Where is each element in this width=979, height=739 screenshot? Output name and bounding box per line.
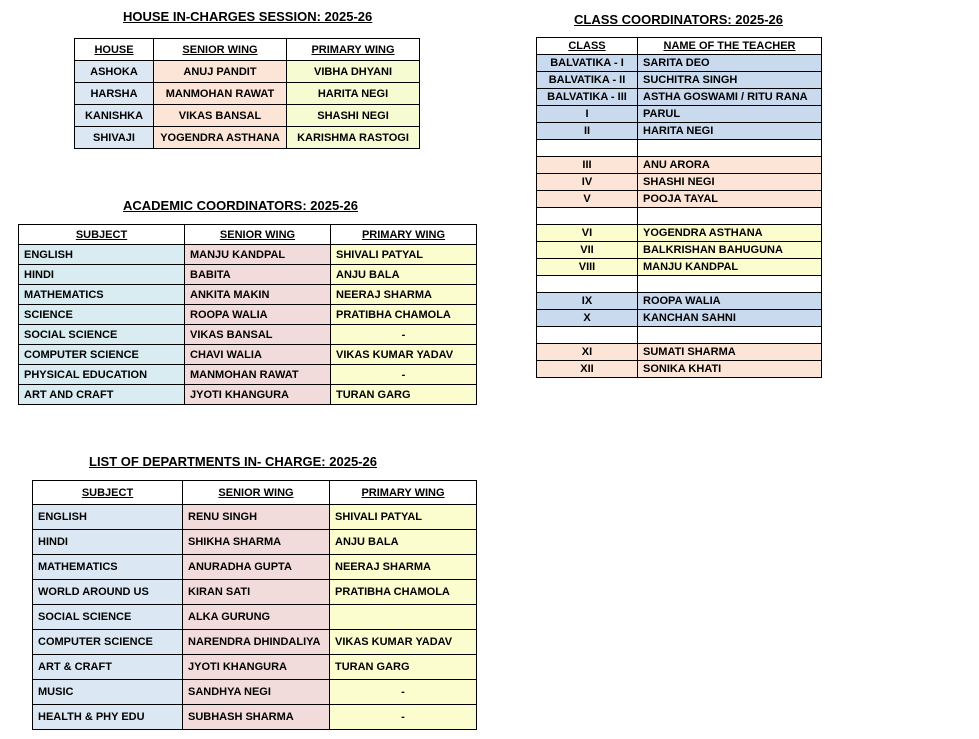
class-cell <box>537 208 638 225</box>
class-cell: BALVATIKA - I <box>537 55 638 72</box>
spacer-row <box>537 208 822 225</box>
teacher-cell: POOJA TAYAL <box>638 191 822 208</box>
senior-wing-cell: MANMOHAN RAWAT <box>154 83 287 105</box>
class-cell: XI <box>537 344 638 361</box>
teacher-cell: YOGENDRA ASTHANA <box>638 225 822 242</box>
table-header-row <box>537 38 822 55</box>
senior-wing-cell: MANJU KANDPAL <box>185 245 331 265</box>
senior-wing-cell: RENU SINGH <box>183 505 330 530</box>
table-row <box>537 89 822 106</box>
column-header: PRIMARY WING <box>330 481 477 505</box>
teacher-cell: ASTHA GOSWAMI / RITU RANA <box>638 89 822 106</box>
column-header: HOUSE <box>75 39 154 61</box>
table-row <box>33 555 477 580</box>
house-name: ASHOKA <box>75 61 154 83</box>
table-row <box>537 174 822 191</box>
table-row <box>537 293 822 310</box>
table-row <box>33 630 477 655</box>
subject-cell: MUSIC <box>33 680 183 705</box>
primary-wing-cell: PRATIBHA CHAMOLA <box>330 580 477 605</box>
primary-wing-cell: SHASHI NEGI <box>287 105 420 127</box>
house-title: HOUSE IN-CHARGES SESSION: 2025-26 <box>123 9 373 24</box>
senior-wing-cell: YOGENDRA ASTHANA <box>154 127 287 149</box>
classes-title: CLASS COORDINATORS: 2025-26 <box>574 12 784 27</box>
table-row <box>537 106 822 123</box>
table-row <box>19 265 477 285</box>
class-cell <box>537 276 638 293</box>
subject-cell: ART AND CRAFT <box>19 385 185 405</box>
class-cell <box>537 140 638 157</box>
table-row <box>33 580 477 605</box>
table-header-row <box>33 481 477 505</box>
teacher-cell: ROOPA WALIA <box>638 293 822 310</box>
subject-cell: ENGLISH <box>33 505 183 530</box>
senior-wing-cell: CHAVI WALIA <box>185 345 331 365</box>
subject-cell: WORLD AROUND US <box>33 580 183 605</box>
subject-cell: SOCIAL SCIENCE <box>33 605 183 630</box>
primary-wing-cell: NEERAJ SHARMA <box>331 285 477 305</box>
class-cell: IX <box>537 293 638 310</box>
subject-cell: HINDI <box>33 530 183 555</box>
departments-title: LIST OF DEPARTMENTS IN- CHARGE: 2025-26 <box>89 454 377 469</box>
senior-wing-cell: SANDHYA NEGI <box>183 680 330 705</box>
column-header: SENIOR WING <box>185 225 331 245</box>
teacher-cell: MANJU KANDPAL <box>638 259 822 276</box>
academic-title: ACADEMIC COORDINATORS: 2025-26 <box>123 198 359 213</box>
table-header-row <box>19 225 477 245</box>
classes-table <box>536 37 822 378</box>
subject-cell: MATHEMATICS <box>33 555 183 580</box>
table-row <box>33 705 477 730</box>
teacher-cell <box>638 208 822 225</box>
table-row <box>19 245 477 265</box>
senior-wing-cell: BABITA <box>185 265 331 285</box>
primary-wing-cell: ANJU BALA <box>330 530 477 555</box>
primary-wing-cell: PRATIBHA CHAMOLA <box>331 305 477 325</box>
primary-wing-cell: - <box>330 705 477 730</box>
table-row <box>19 285 477 305</box>
column-header: SUBJECT <box>19 225 185 245</box>
senior-wing-cell: SHIKHA SHARMA <box>183 530 330 555</box>
table-row <box>537 191 822 208</box>
table-row <box>75 83 420 105</box>
primary-wing-cell: VIBHA DHYANI <box>287 61 420 83</box>
table-row <box>537 259 822 276</box>
senior-wing-cell: VIKAS BANSAL <box>185 325 331 345</box>
senior-wing-cell: ROOPA WALIA <box>185 305 331 325</box>
subject-cell: HINDI <box>19 265 185 285</box>
teacher-cell: BALKRISHAN BAHUGUNA <box>638 242 822 259</box>
primary-wing-cell: ANJU BALA <box>331 265 477 285</box>
subject-cell: SCIENCE <box>19 305 185 325</box>
class-cell: XII <box>537 361 638 378</box>
primary-wing-cell: - <box>331 325 477 345</box>
table-row <box>19 325 477 345</box>
column-header: SENIOR WING <box>183 481 330 505</box>
class-cell: VIII <box>537 259 638 276</box>
senior-wing-cell: SUBHASH SHARMA <box>183 705 330 730</box>
column-header: SENIOR WING <box>154 39 287 61</box>
primary-wing-cell <box>330 605 477 630</box>
subject-cell: ENGLISH <box>19 245 185 265</box>
subject-cell: ART & CRAFT <box>33 655 183 680</box>
class-cell: II <box>537 123 638 140</box>
subject-cell: PHYSICAL EDUCATION <box>19 365 185 385</box>
primary-wing-cell: SHIVALI PATYAL <box>330 505 477 530</box>
table-row <box>537 344 822 361</box>
table-row <box>537 72 822 89</box>
primary-wing-cell: SHIVALI PATYAL <box>331 245 477 265</box>
class-cell: IV <box>537 174 638 191</box>
class-cell: V <box>537 191 638 208</box>
senior-wing-cell: JYOTI KHANGURA <box>183 655 330 680</box>
subject-cell: COMPUTER SCIENCE <box>33 630 183 655</box>
primary-wing-cell: - <box>331 365 477 385</box>
subject-cell: MATHEMATICS <box>19 285 185 305</box>
teacher-cell: SHASHI NEGI <box>638 174 822 191</box>
table-row <box>19 305 477 325</box>
primary-wing-cell: TURAN GARG <box>330 655 477 680</box>
column-header: PRIMARY WING <box>331 225 477 245</box>
teacher-cell <box>638 276 822 293</box>
primary-wing-cell: KARISHMA RASTOGI <box>287 127 420 149</box>
teacher-cell: SONIKA KHATI <box>638 361 822 378</box>
senior-wing-cell: KIRAN SATI <box>183 580 330 605</box>
teacher-cell: SUCHITRA SINGH <box>638 72 822 89</box>
primary-wing-cell: TURAN GARG <box>331 385 477 405</box>
subject-cell: SOCIAL SCIENCE <box>19 325 185 345</box>
teacher-cell: PARUL <box>638 106 822 123</box>
table-row <box>75 61 420 83</box>
table-row <box>75 127 420 149</box>
class-cell: BALVATIKA - III <box>537 89 638 106</box>
primary-wing-cell: - <box>330 680 477 705</box>
teacher-cell: SARITA DEO <box>638 55 822 72</box>
table-row <box>537 123 822 140</box>
table-row <box>75 105 420 127</box>
subject-cell: COMPUTER SCIENCE <box>19 345 185 365</box>
table-row <box>19 345 477 365</box>
senior-wing-cell: ALKA GURUNG <box>183 605 330 630</box>
senior-wing-cell: VIKAS BANSAL <box>154 105 287 127</box>
senior-wing-cell: NARENDRA DHINDALIYA <box>183 630 330 655</box>
senior-wing-cell: MANMOHAN RAWAT <box>185 365 331 385</box>
spacer-row <box>537 327 822 344</box>
table-row <box>537 157 822 174</box>
subject-cell: HEALTH & PHY EDU <box>33 705 183 730</box>
spacer-row <box>537 276 822 293</box>
house-name: SHIVAJI <box>75 127 154 149</box>
table-row <box>537 225 822 242</box>
column-header: CLASS <box>537 38 638 55</box>
senior-wing-cell: ANKITA MAKIN <box>185 285 331 305</box>
table-row <box>33 655 477 680</box>
house-name: KANISHKA <box>75 105 154 127</box>
column-header: PRIMARY WING <box>287 39 420 61</box>
class-cell: VII <box>537 242 638 259</box>
class-cell: III <box>537 157 638 174</box>
table-header-row <box>75 39 420 61</box>
senior-wing-cell: ANUJ PANDIT <box>154 61 287 83</box>
teacher-cell <box>638 140 822 157</box>
senior-wing-cell: JYOTI KHANGURA <box>185 385 331 405</box>
primary-wing-cell: NEERAJ SHARMA <box>330 555 477 580</box>
table-row <box>537 361 822 378</box>
house-name: HARSHA <box>75 83 154 105</box>
departments-table <box>32 480 477 730</box>
table-row <box>537 242 822 259</box>
table-row <box>33 605 477 630</box>
academic-table <box>18 224 477 405</box>
senior-wing-cell: ANURADHA GUPTA <box>183 555 330 580</box>
primary-wing-cell: VIKAS KUMAR YADAV <box>331 345 477 365</box>
primary-wing-cell: HARITA NEGI <box>287 83 420 105</box>
spacer-row <box>537 140 822 157</box>
table-row <box>33 530 477 555</box>
class-cell: BALVATIKA - II <box>537 72 638 89</box>
teacher-cell <box>638 327 822 344</box>
class-cell: VI <box>537 225 638 242</box>
table-row <box>33 505 477 530</box>
class-cell: I <box>537 106 638 123</box>
column-header: NAME OF THE TEACHER <box>638 38 822 55</box>
table-row <box>33 680 477 705</box>
house-table <box>74 38 420 149</box>
teacher-cell: ANU ARORA <box>638 157 822 174</box>
table-row <box>19 365 477 385</box>
teacher-cell: HARITA NEGI <box>638 123 822 140</box>
primary-wing-cell: VIKAS KUMAR YADAV <box>330 630 477 655</box>
class-cell <box>537 327 638 344</box>
table-row <box>537 55 822 72</box>
class-cell: X <box>537 310 638 327</box>
teacher-cell: KANCHAN SAHNI <box>638 310 822 327</box>
table-row <box>19 385 477 405</box>
table-row <box>537 310 822 327</box>
teacher-cell: SUMATI SHARMA <box>638 344 822 361</box>
column-header: SUBJECT <box>33 481 183 505</box>
